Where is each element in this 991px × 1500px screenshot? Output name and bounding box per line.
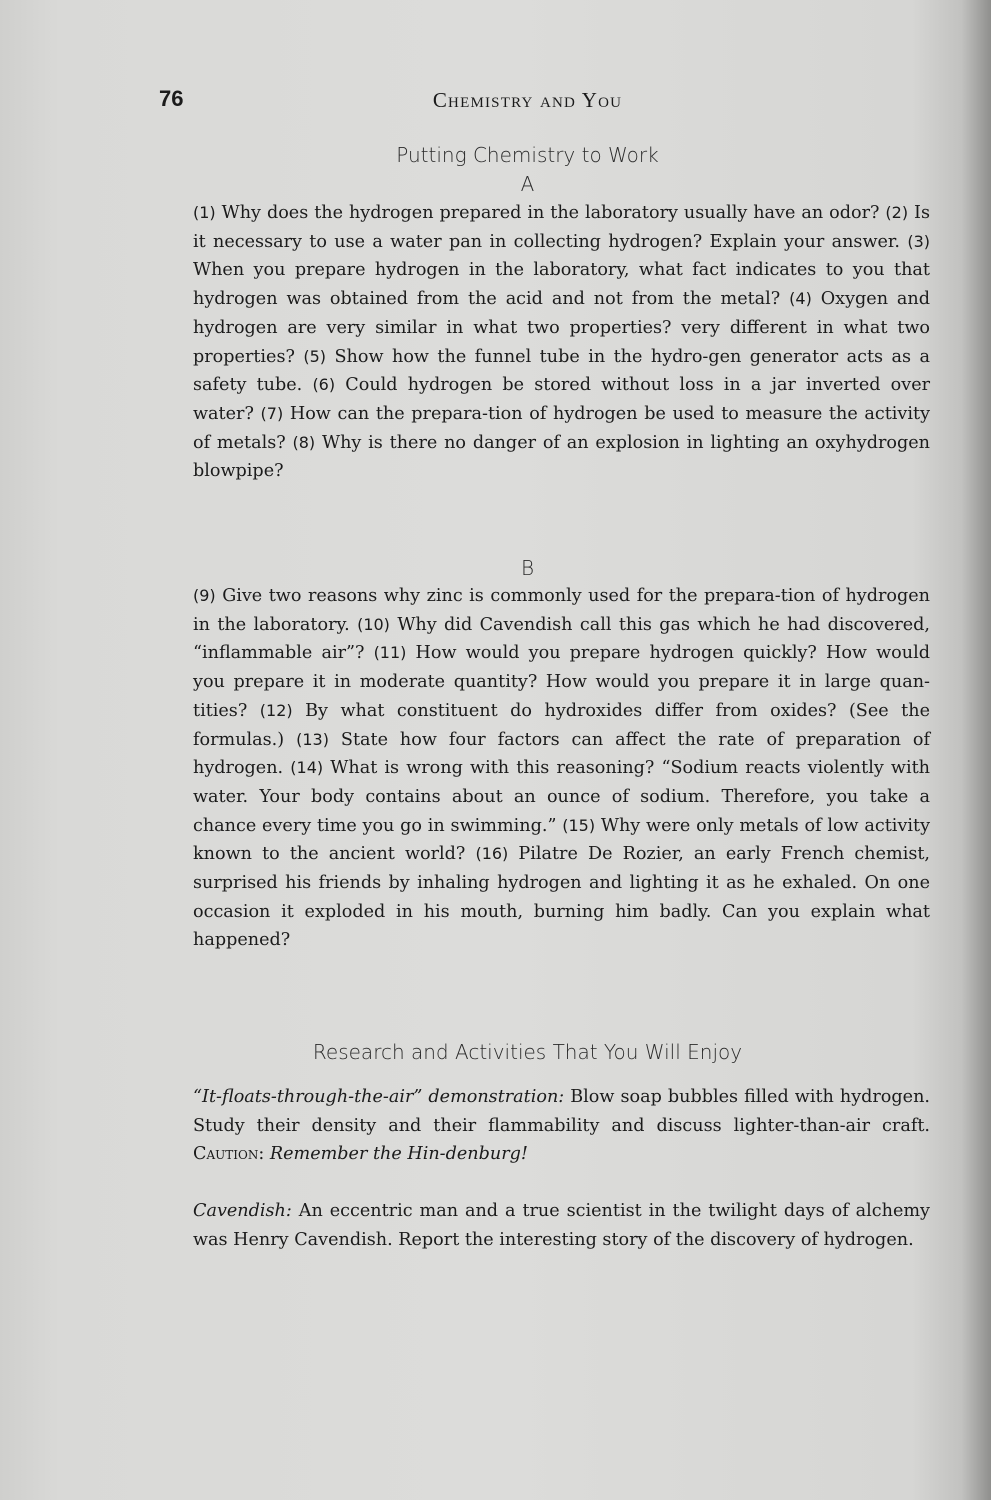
question-number: (11) bbox=[373, 643, 407, 663]
question-number: (3) bbox=[907, 231, 930, 251]
question-number: (16) bbox=[475, 844, 509, 864]
question-text: Why did Cavendish call this gas which he had discovered, “inflammable air”? bbox=[193, 614, 931, 664]
question-number: (8) bbox=[292, 432, 316, 452]
page-number: 76 bbox=[159, 86, 184, 111]
question-text: Pilatre De Rozier, an early French chemist, surprised his friends by inhaling hydrogen and lighting it as he exhaled. On one occasion it exploded in his mouth, burning him badly. Can you explain what happened? bbox=[193, 844, 931, 951]
caution-label: Caution: bbox=[193, 1144, 265, 1165]
question-number: (13) bbox=[296, 729, 329, 749]
question-number: (7) bbox=[260, 403, 284, 423]
question-text: Why were only metals of low activity known to the ancient world? bbox=[193, 815, 931, 865]
question-number: (9) bbox=[193, 586, 216, 605]
question-text: Why does the hydrogen prepared in the laboratory usually have an odor? bbox=[221, 203, 880, 223]
question-text: How can the prepara-tion of hydrogen be used to measure the activity of metals? bbox=[193, 403, 931, 453]
question-text: Is it necessary to use a water pan in collecting hydrogen? Explain your answer. bbox=[193, 203, 931, 252]
question-text: Show how the funnel tube in the hydro-gen generator acts as a safety tube. bbox=[193, 346, 930, 396]
question-number: (1) bbox=[193, 203, 216, 222]
question-number: (5) bbox=[303, 346, 327, 366]
section-title-research-activities: Research and Activities That You Will Enjoy bbox=[312, 1040, 743, 1064]
activity-floats-through-air bbox=[159, 1083, 930, 1169]
activity-text: Blow soap bubbles filled with hydrogen. Study their density and their flammability and discuss lighter-than-air craft. bbox=[193, 1087, 930, 1136]
running-title: Chemistry and You bbox=[432, 88, 623, 112]
part-b-label: B bbox=[520, 556, 535, 580]
question-text: Oxygen and hydrogen are very similar in what two properties? very different in what two properties? bbox=[193, 289, 931, 367]
question-number: (4) bbox=[789, 289, 812, 309]
question-text: What is wrong with this reasoning? “Sodium reacts violently with water. Your body contains about an ounce of sodium. Therefore, you take a chance every time you go in swimming.” bbox=[193, 758, 931, 836]
activity-lead: “It-floats-through-the-air” demonstration: bbox=[193, 1087, 565, 1107]
question-number: (2) bbox=[885, 203, 909, 222]
activity-cavendish bbox=[159, 1197, 930, 1254]
activity-text: An eccentric man and a true scientist in the twilight days of alchemy was Henry Cavendish. Report the interesting story of the discovery of hydrogen. bbox=[193, 1201, 930, 1250]
question-number: (12) bbox=[259, 700, 293, 720]
question-number: (15) bbox=[562, 815, 596, 835]
question-text: State how four factors can affect the rate of preparation of hydrogen. bbox=[193, 729, 931, 779]
activity-lead: Cavendish: bbox=[193, 1201, 292, 1221]
page-header bbox=[159, 86, 896, 116]
question-text: Give two reasons why zinc is commonly used for the prepara-tion of hydrogen in the laboratory. bbox=[193, 586, 930, 635]
question-text: When you prepare hydrogen in the laboratory, what fact indicates to you that hydrogen was obtained from the acid and not from the metal? bbox=[193, 260, 930, 310]
question-text: Why is there no danger of an explosion in lighting an oxyhydrogen blowpipe? bbox=[193, 432, 930, 482]
part-a-label: A bbox=[520, 172, 535, 196]
question-text: Could hydrogen be stored without loss in a jar inverted over water? bbox=[193, 375, 931, 424]
question-number: (14) bbox=[290, 758, 324, 778]
section-title-putting-chemistry-to-work: Putting Chemistry to Work bbox=[396, 143, 659, 167]
caution-text: Remember the Hin-denburg! bbox=[269, 1144, 528, 1165]
question-text: By what constituent do hydroxides differ from oxides? (See the formulas.) bbox=[193, 700, 930, 750]
question-text: How would you prepare hydrogen quickly? How would you prepare it in moderate quantity? How would you prepare it in large quan-tities? bbox=[193, 643, 930, 721]
question-number: (6) bbox=[312, 375, 336, 395]
part-a-questions bbox=[159, 199, 930, 486]
part-b-questions bbox=[159, 582, 930, 955]
question-number: (10) bbox=[357, 614, 390, 634]
